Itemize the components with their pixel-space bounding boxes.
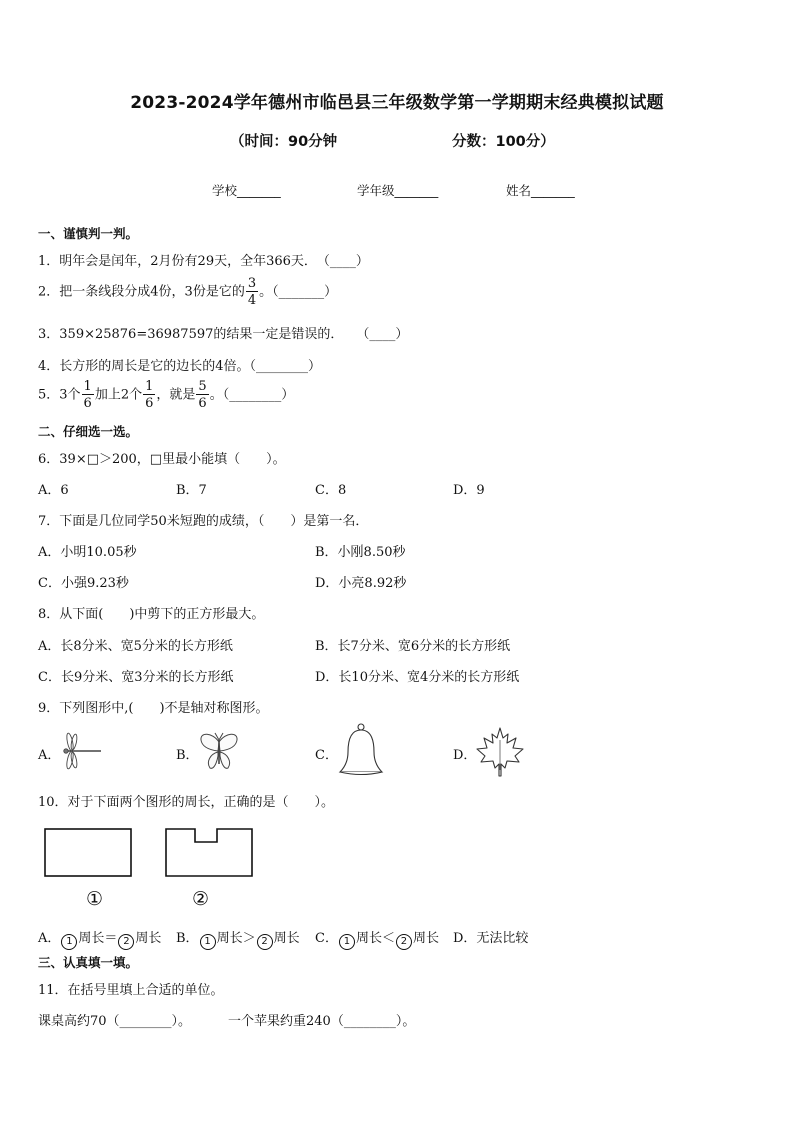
- option-letter: C．: [315, 931, 338, 946]
- exam-time: （时间：90分钟: [230, 134, 338, 150]
- q8-option-c[interactable]: C．长9分米、宽3分米的长方形纸: [38, 670, 234, 685]
- maple-leaf-icon: [474, 726, 526, 778]
- question-1: 1．明年会是闰年，2月份有29天，全年366天． （____）: [38, 254, 369, 269]
- dragonfly-icon: [58, 732, 104, 770]
- option-text: 周长＝: [78, 931, 118, 946]
- circled-two-icon: 2: [257, 934, 273, 950]
- figure-1-label: ①: [86, 888, 104, 910]
- q9-option-a[interactable]: A．: [38, 748, 61, 763]
- question-10: 10．对于下面两个图形的周长，正确的是（ ）。: [38, 795, 335, 810]
- name-field[interactable]: [506, 181, 575, 199]
- q6-option-d[interactable]: D．9: [453, 483, 485, 498]
- q8-option-a[interactable]: A．长8分米、宽5分米的长方形纸: [38, 639, 233, 654]
- exam-title: 2023-2024学年德州市临邑县三年级数学第一学期期末经典模拟试题: [130, 93, 664, 113]
- circled-two-icon: 2: [118, 934, 134, 950]
- section-2-heading: 二、仔细选一选。: [38, 424, 139, 439]
- question-11-a: 课桌高约70（________）。: [38, 1014, 192, 1029]
- school-field[interactable]: [212, 181, 281, 199]
- question-5-text-a: 5．3个: [38, 387, 81, 403]
- rectangle-figure-1: [44, 828, 134, 878]
- question-5: [38, 380, 294, 410]
- figure-2-label: ②: [192, 888, 210, 910]
- fraction-numerator: 5: [198, 379, 207, 394]
- question-11-b: 一个苹果约重240（________）。: [228, 1014, 416, 1029]
- notched-rectangle-figure-2: [165, 826, 255, 878]
- question-3: 3．359×25876=36987597的结果一定是错误的． （____）: [38, 327, 409, 342]
- fraction-denominator: 6: [83, 396, 92, 411]
- q9-option-b[interactable]: B．: [176, 748, 199, 763]
- grade-field[interactable]: [357, 181, 438, 199]
- question-5-blank: 。（________）: [209, 387, 295, 403]
- butterfly-icon: [198, 730, 240, 772]
- q7-option-b[interactable]: B．小刚8.50秒: [315, 545, 406, 560]
- question-5-text-b: 加上2个: [94, 387, 143, 403]
- q10-option-a[interactable]: [38, 927, 161, 950]
- fraction-one-sixth-b: [143, 380, 155, 410]
- q10-option-b[interactable]: [176, 927, 300, 950]
- circled-one-icon: 1: [200, 934, 216, 950]
- fraction-denominator: 6: [145, 396, 154, 411]
- question-2-blank: 。（_______）: [259, 284, 338, 300]
- fraction-denominator: 4: [247, 293, 257, 308]
- question-2: [38, 277, 337, 307]
- question-7: 7．下面是几位同学50米短跑的成绩，（ ）是第一名．: [38, 514, 369, 529]
- fraction-three-quarters: [246, 277, 258, 307]
- grade-label: 学年级_______: [357, 183, 439, 198]
- q6-option-a[interactable]: A．6: [38, 483, 69, 498]
- question-4: 4．长方形的周长是它的边长的4倍。（________）: [38, 359, 322, 374]
- q8-option-b[interactable]: B．长7分米、宽6分米的长方形纸: [315, 639, 511, 654]
- q8-option-d[interactable]: D．长10分米、宽4分米的长方形纸: [315, 670, 520, 685]
- option-letter: A．: [38, 931, 61, 946]
- section-1-heading: 一、谨慎判一判。: [38, 226, 139, 241]
- school-label: 学校_______: [212, 183, 281, 198]
- q10-option-c[interactable]: [315, 927, 439, 950]
- question-5-text-c: ，就是: [156, 387, 196, 403]
- exam-score: 分数：100分）: [452, 134, 555, 150]
- question-2-text: 2．把一条线段分成4份，3份是它的: [38, 284, 245, 300]
- name-label: 姓名_______: [506, 183, 575, 198]
- circled-one-icon: 1: [61, 934, 77, 950]
- fraction-five-sixths: [196, 380, 208, 410]
- option-text: 周长＞: [216, 931, 256, 946]
- fraction-numerator: 1: [145, 379, 154, 394]
- section-3-heading: 三、认真填一填。: [38, 955, 139, 970]
- q7-option-a[interactable]: A．小明10.05秒: [38, 545, 137, 560]
- fraction-one-sixth-a: [82, 380, 94, 410]
- q9-option-c[interactable]: C．: [315, 748, 338, 763]
- q7-option-d[interactable]: D．小亮8.92秒: [315, 576, 407, 591]
- q6-option-b[interactable]: B．7: [176, 483, 207, 498]
- option-letter: B．: [176, 931, 199, 946]
- circled-one-icon: 1: [339, 934, 355, 950]
- question-6: 6．39×□＞200，□里最小能填（ ）。: [38, 452, 286, 467]
- q9-option-d[interactable]: D．: [453, 748, 477, 763]
- question-11: 11．在括号里填上合适的单位。: [38, 983, 224, 998]
- fraction-denominator: 6: [198, 396, 207, 411]
- circled-two-icon: 2: [396, 934, 412, 950]
- option-text: 周长＜: [355, 931, 395, 946]
- option-text-tail: 周长: [412, 931, 439, 946]
- question-9: 9．下列图形中,( )不是轴对称图形。: [38, 701, 269, 716]
- question-8: 8．从下面( )中剪下的正方形最大。: [38, 607, 265, 622]
- q7-option-c[interactable]: C．小强9.23秒: [38, 576, 129, 591]
- fraction-numerator: 1: [83, 379, 92, 394]
- option-text-tail: 周长: [273, 931, 300, 946]
- fraction-numerator: 3: [247, 276, 257, 291]
- bell-icon: [338, 722, 384, 778]
- q6-option-c[interactable]: C．8: [315, 483, 347, 498]
- option-text-tail: 周长: [135, 931, 162, 946]
- q10-option-d[interactable]: D．无法比较: [453, 931, 529, 946]
